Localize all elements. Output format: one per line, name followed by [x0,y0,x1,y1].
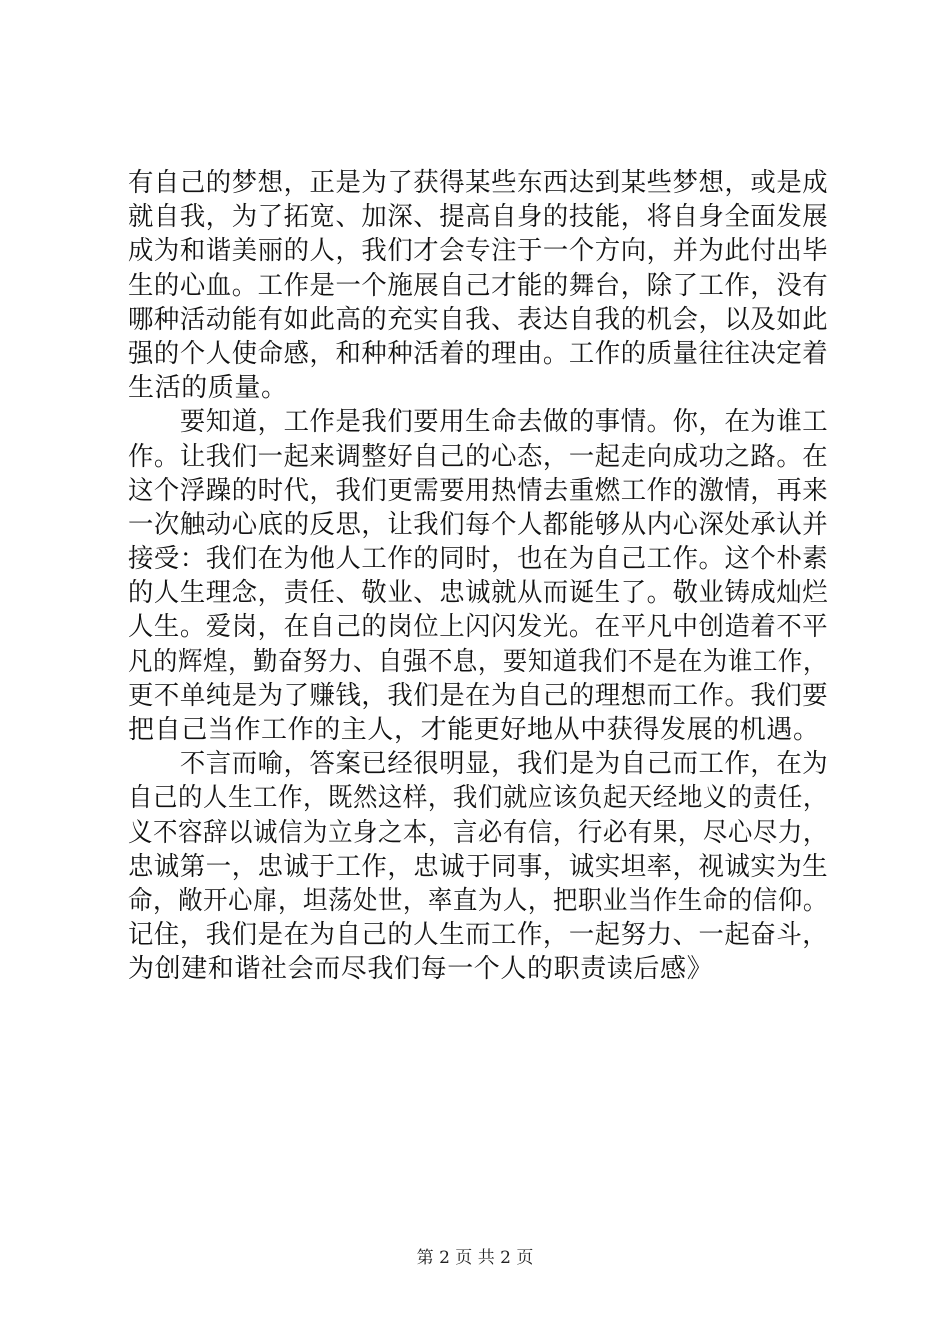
text-line: 生的心血。工作是一个施展自己才能的舞台，除了工作，没有 [128,270,829,301]
text-line: 人生。爱岗，在自己的岗位上闪闪发光。在平凡中创造着不平 [128,612,829,643]
text-line: 生活的质量。 [128,373,288,404]
text-line: 把自己当作工作的主人，才能更好地从中获得发展的机遇。 [128,715,820,745]
text-line: 哪种活动能有如此高的充实自我、表达自我的机会，以及如此 [128,304,829,335]
text-line: 不言而喻，答案已经很明显，我们是为自己而工作，在为 [128,749,829,780]
text-line: 记住，我们是在为自己的人生而工作，一起努力、一起奋斗， [128,920,829,951]
text-line: 更不单纯是为了赚钱，我们是在为自己的理想而工作。我们要 [128,680,829,711]
text-line: 为创建和谐社会而尽我们每一个人的职责读后感》 [128,954,714,985]
text-line: 有自己的梦想，正是为了获得某些东西达到某些梦想，或是成 [128,168,829,198]
text-line: 一次触动心底的反思，让我们每个人都能够从内心深处承认并 [128,509,829,540]
text-line: 忠诚第一，忠诚于工作，忠诚于同事，诚实坦率，视诚实为生 [128,851,829,882]
text-line: 义不容辞以诚信为立身之本，言必有信，行必有果，尽心尽力， [128,817,828,848]
text-line: 就自我，为了拓宽、加深、提高自身的技能，将自身全面发展 [128,202,829,233]
text-line: 要知道，工作是我们要用生命去做的事情。你，在为谁工 [128,407,829,438]
text-line: 成为和谐美丽的人，我们才会专注于一个方向，并为此付出毕 [128,236,829,267]
text-line: 这个浮躁的时代，我们更需要用热情去重燃工作的激情，再来 [128,475,829,506]
text-line: 接受：我们在为他人工作的同时，也在为自己工作。这个朴素 [128,544,829,575]
page-number-footer: 第 2 页 共 2 页 [416,1248,534,1268]
text-line: 自己的人生工作，既然这样，我们就应该负起天经地义的责任， [128,783,828,814]
text-line: 凡的辉煌，勤奋努力、自强不息，要知道我们不是在为谁工作， [128,646,828,677]
document-body [128,166,828,987]
text-line: 强的个人使命感，和种种活着的理由。工作的质量往往决定着 [128,338,829,369]
text-line: 命，敞开心扉，坦荡处世，率直为人，把职业当作生命的信仰。 [128,885,828,916]
text-line: 作。让我们一起来调整好自己的心态，一起走向成功之路。在 [128,441,829,472]
text-line: 的人生理念，责任、敬业、忠诚就从而诞生了。敬业铸成灿烂 [128,578,829,609]
